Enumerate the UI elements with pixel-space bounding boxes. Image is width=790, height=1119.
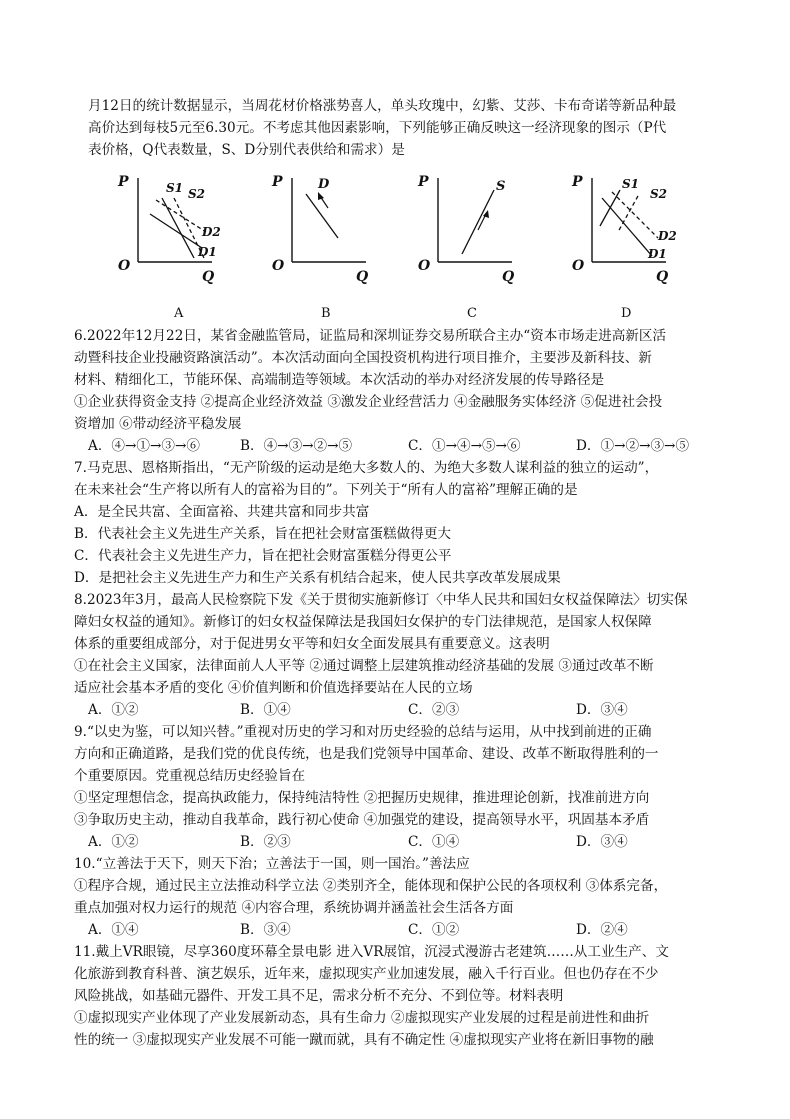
q7-text-line: 7.马克思、恩格斯指出，“无产阶级的运动是绝大多数人的、为绝大多数人谋利益的独立的运动”， [74, 460, 659, 476]
p-axis-label: P [572, 174, 583, 190]
q9-text-line: 方向和正确道路，是我们党的优良传统，也是我们党领导中国革命、建设、改革不断取得胜利的一 [74, 746, 659, 762]
graph-b [266, 170, 386, 285]
q10-text-line: ①程序合规，通过民主立法推动科学立法 ②类别齐全，能体现和保护公民的各项权利 ③体系完备， [74, 878, 668, 894]
origin-label: O [118, 258, 131, 274]
q-axis-label: Q [656, 269, 669, 285]
q9-option-d: D．③④ [576, 834, 628, 850]
d1-label: D1 [198, 245, 217, 259]
q8-text-line: ①在社会主义国家，法律面前人人平等 ②通过调整上层建筑推动经济基础的发展 ③通过改革不断 [74, 658, 654, 674]
origin-label: O [272, 258, 285, 274]
q-axis-label: Q [502, 269, 515, 285]
graph-a [112, 170, 232, 285]
q11-text-line: 化旅游到教育科普、演艺娱乐，近年来，虚拟现实产业加速发展，融入千行百业。但也仍存在不少 [74, 966, 659, 982]
q6-text-line: 动暨科技企业投融资路演活动”。本次活动面向全国投资机构进行项目推介，主要涉及新科技、新 [74, 350, 652, 366]
d2-label: D2 [202, 225, 221, 239]
graph-a-svg [112, 170, 232, 285]
d2-label: D2 [658, 229, 677, 243]
q11-text-line: 性的统一 ③虚拟现实产业发展不可能一蹴而就，具有不确定性 ④虚拟现实产业将在新旧事物的融 [74, 1032, 654, 1048]
s1-label: S1 [166, 181, 184, 195]
q9-text-line: 9.“以史为鉴，可以知兴替。”重视对历史的学习和对历史经验的总结与运用，从中找到前进的正确 [74, 724, 652, 740]
q10-option-c: C．①② [408, 922, 460, 938]
q10-text-line: 重点加强对权力运行的规范 ④内容合理，系统协调并涵盖社会生活各方面 [74, 900, 514, 916]
q5-text-line: 表价格，Q代表数量，S、D分别代表供给和需求）是 [88, 142, 405, 158]
q9-text-line: 个重要原因。党重视总结历史经验旨在 [74, 768, 306, 784]
p-axis-label: P [418, 174, 429, 190]
q8-text-line: 适应社会基本矛盾的变化 ④价值判断和价值选择要站在人民的立场 [74, 680, 473, 696]
q6-text-line: 6.2022年12月22日，某省金融监管局，证监局和深圳证券交易所联合主办“资本市场走进高新区活 [74, 328, 667, 344]
q7-option-b: B．代表社会主义先进生产关系，旨在把社会财富蛋糕做得更大 [74, 526, 452, 542]
q9-text-line: ①坚定理想信念，提高执政能力，保持纯洁特性 ②把握历史规律，推进理论创新，找准前进方向 [74, 790, 650, 806]
q8-option-d: D．③④ [576, 702, 628, 718]
graph-c-label: C [467, 306, 477, 321]
q10-option-d: D．②④ [576, 922, 628, 938]
origin-label: O [572, 258, 585, 274]
graph-b-svg [266, 170, 386, 285]
q6-option-d: D．①→②→③→⑤ [576, 438, 690, 454]
q6-text-line: 资增加 ⑥带动经济平稳发展 [74, 416, 242, 432]
p-axis-label: P [272, 174, 283, 190]
q8-option-b: B．①④ [240, 702, 291, 718]
q8-option-a: A．①② [88, 702, 139, 718]
s-label: S [496, 179, 506, 194]
q7-option-d: D．是把社会主义先进生产力和生产关系有机结合起来，使人民共享改革发展成果 [74, 570, 561, 586]
s-curve [462, 190, 494, 254]
q-axis-label: Q [202, 269, 215, 285]
q8-option-c: C．②③ [408, 702, 460, 718]
q7-option-c: C．代表社会主义先进生产力，旨在把社会财富蛋糕分得更公平 [74, 548, 452, 564]
p-axis-label: P [118, 174, 129, 190]
q9-option-c: C．①④ [408, 834, 460, 850]
graph-d [566, 170, 686, 285]
q11-text-line: ①虚拟现实产业体现了产业发展新动态，具有生命力 ②虚拟现实产业发展的过程是前进性和曲折 [74, 1010, 650, 1026]
q8-text-line: 障妇女权益的通知》。新修订的妇女权益保障法是我国妇女保护的专门法律规范，是国家人权保障 [74, 614, 652, 630]
q6-text-line: ①企业获得资金支持 ②提高企业经济效益 ③激发企业经营活力 ④金融服务实体经济 ⑤促进社会投 [74, 394, 663, 410]
d-curve [306, 194, 338, 238]
arrow-head [318, 192, 324, 200]
graph-a-label: A [174, 306, 184, 321]
graph-c-svg [412, 170, 532, 285]
s2-curve [618, 196, 638, 232]
origin-label: O [418, 258, 431, 274]
q6-option-a: A．④→①→③→⑥ [88, 438, 200, 454]
graph-b-label: B [321, 306, 331, 321]
d1-label: D1 [648, 247, 667, 261]
q6-option-c: C．①→④→⑤→⑥ [408, 438, 521, 454]
q-axis-label: Q [356, 269, 369, 285]
q7-text-line: 在未来社会“生产将以所有人的富裕为目的”。下列关于“所有人的富裕”理解正确的是 [74, 482, 578, 498]
q8-text-line: 体系的重要组成部分，对于促进男女平等和妇女全面发展具有重要意义。这表明 [74, 636, 550, 652]
q10-option-a: A．①④ [88, 922, 139, 938]
graph-c [412, 170, 532, 285]
graph-d-svg [566, 170, 686, 285]
q6-option-b: B．④→③→②→⑤ [240, 438, 353, 454]
q10-option-b: B．③④ [240, 922, 291, 938]
q5-text-line: 高价达到每枝5元至6.30元。不考虑其他因素影响，下列能够正确反映这一经济现象的图示（P代 [88, 120, 667, 136]
d-label: D [318, 177, 330, 192]
q9-text-line: ③争取历史主动，推动自我革命，践行初心使命 ④加强党的建设，提高领导水平，巩固基本矛盾 [74, 812, 650, 828]
q11-text-line: 11.戴上VR眼镜，尽享360度环幕全景电影 进入VR展馆，沉浸式漫游古老建筑……从工业生产、文 [74, 944, 669, 960]
s2-label: S2 [188, 187, 206, 201]
d2-curve [156, 200, 206, 232]
q9-option-a: A．①② [88, 834, 139, 850]
d1-curve [150, 214, 202, 248]
q7-option-a: A．是全民共富、全面富裕、共建共富和同步共富 [74, 504, 370, 520]
graph-d-label: D [621, 306, 632, 321]
q9-option-b: B．②③ [240, 834, 291, 850]
s1-label: S1 [622, 177, 640, 191]
q10-text-line: 10.“立善法于天下，则天下治；立善法于一国，则一国治。”善法应 [74, 856, 470, 872]
q5-text-line: 月12日的统计数据显示，当周花材价格涨势喜人，单头玫瑰中，幻紫、艾莎、卡布奇诺等新品种最 [88, 98, 677, 114]
s2-label: S2 [650, 187, 668, 201]
q11-text-line: 风险挑战，如基础元器件、开发工具不足，需求分析不充分、不到位等。材料表明 [74, 988, 564, 1004]
q6-text-line: 材料、精细化工，节能环保、高端制造等领域。本次活动的举办对经济发展的传导路径是 [74, 372, 605, 388]
q8-text-line: 8.2023年3月，最高人民检察院下发《关于贯彻实施新修订〈中华人民共和国妇女权益保障法〉切实保 [74, 592, 688, 608]
